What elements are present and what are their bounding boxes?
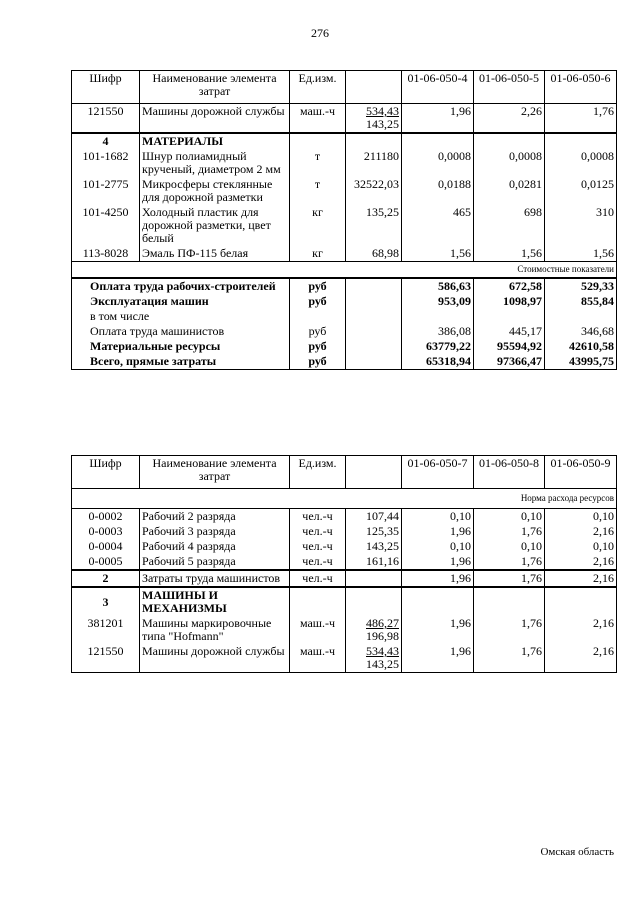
header-price [346, 71, 402, 104]
total-row: Оплата труда рабочих-строителей руб 586,63 672,58 529,33 [72, 278, 617, 294]
header-code: Шифр [72, 456, 140, 489]
header-unit: Ед.изм. [290, 71, 346, 104]
cost-label-row [72, 262, 617, 279]
header-col-3: 01-06-050-9 [545, 456, 617, 489]
total-row: Оплата труда машинистов руб 386,08 445,17 346,68 [72, 324, 617, 339]
section-row: 4 МАТЕРИАЛЫ [72, 133, 617, 149]
table-row: 0-0002 Рабочий 2 разряда чел.-ч 107,44 0,10 0,10 0,10 [72, 509, 617, 525]
header-col-3: 01-06-050-6 [545, 71, 617, 104]
table-row: 121550 Машины дорожной службы маш.-ч 534,43 143,25 1,96 1,76 2,16 [72, 644, 617, 673]
table-row: 101-4250 Холодный пластик для дорожной разметки, цвет белый кг 135,25 465 698 310 [72, 205, 617, 246]
table-row: 0-0004 Рабочий 4 разряда чел.-ч 143,25 0,10 0,10 0,10 [72, 539, 617, 554]
table-row: 121550 Машины дорожной службы маш.-ч 534,43 143,25 1,96 2,26 1,76 [72, 104, 617, 134]
norm-label-row [72, 489, 617, 509]
region-label: Омская область [540, 846, 614, 858]
table-row: 0-0003 Рабочий 3 разряда чел.-ч 125,35 1,96 1,76 2,16 [72, 524, 617, 539]
header-col-2: 01-06-050-5 [474, 71, 545, 104]
section-title: МАТЕРИАЛЫ [140, 133, 290, 149]
section-title: МАШИНЫ И МЕХАНИЗМЫ [140, 587, 290, 616]
header-name: Наименование элемента затрат [140, 456, 290, 489]
table-row: 101-2775 Микросферы стеклянные для дорожной разметки т 32522,03 0,0188 0,0281 0,0125 [72, 177, 617, 205]
header-code: Шифр [72, 71, 140, 104]
page-number: 276 [311, 26, 329, 40]
estimate-table-2 [71, 455, 617, 673]
table-header-row [72, 456, 617, 489]
table-row: 101-1682 Шнур полиамидный крученый, диаметром 2 мм т 211180 0,0008 0,0008 0,0008 [72, 149, 617, 177]
header-col-2: 01-06-050-8 [474, 456, 545, 489]
header-price [346, 456, 402, 489]
header-name: Наименование элемента затрат [140, 71, 290, 104]
table-header-row [72, 71, 617, 104]
total-row: Материальные ресурсы руб 63779,22 95594,92 42610,58 [72, 339, 617, 354]
table-row: 113-8028 Эмаль ПФ-115 белая кг 68,98 1,56 1,56 1,56 [72, 246, 617, 262]
section-row: 3 МАШИНЫ И МЕХАНИЗМЫ [72, 587, 617, 616]
header-unit: Ед.изм. [290, 456, 346, 489]
estimate-table-1 [71, 70, 617, 370]
total-row: в том числе [72, 309, 617, 324]
total-row: Всего, прямые затраты руб 65318,94 97366,47 43995,75 [72, 354, 617, 370]
cost-indicators-label: Стоимостные показатели [517, 264, 614, 274]
table-row: 2 Затраты труда машинистов чел.-ч 1,96 1,76 2,16 [72, 570, 617, 587]
header-col-1: 01-06-050-4 [402, 71, 474, 104]
table-row: 0-0005 Рабочий 5 разряда чел.-ч 161,16 1,96 1,76 2,16 [72, 554, 617, 570]
header-col-1: 01-06-050-7 [402, 456, 474, 489]
table-row: 381201 Машины маркировочные типа "Hofmann" маш.-ч 486,27 196,98 1,96 1,76 2,16 [72, 616, 617, 644]
resource-norm-label: Норма расхода ресурсов [520, 493, 614, 503]
total-row: Эксплуатация машин руб 953,09 1098,97 855,84 [72, 294, 617, 309]
